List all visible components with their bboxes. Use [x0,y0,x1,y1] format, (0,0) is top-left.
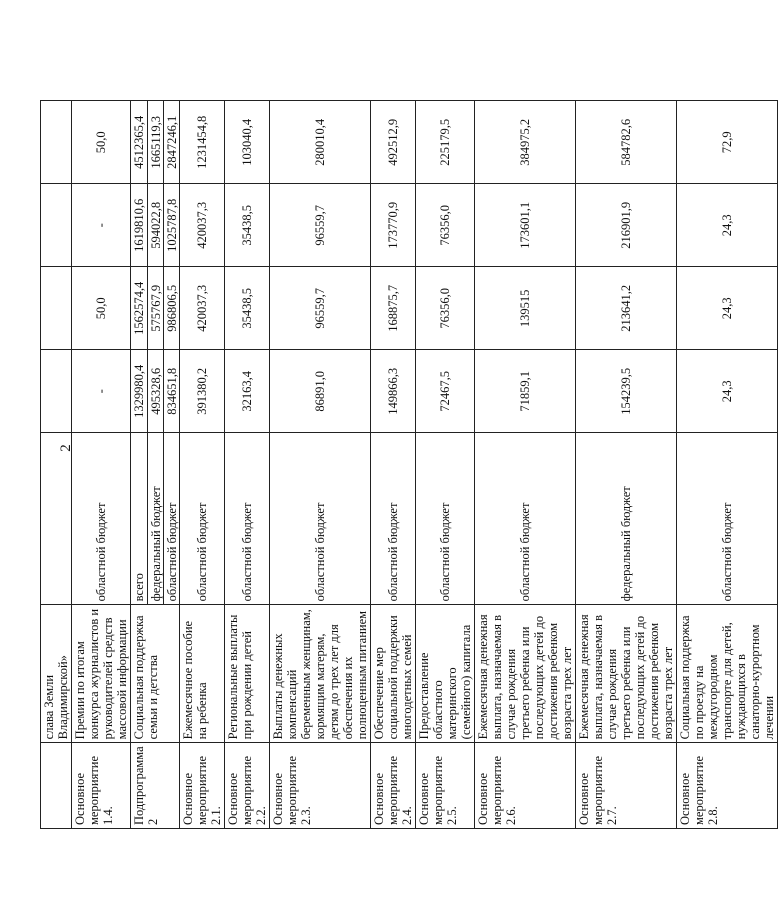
name-cell: Социальная поддержка по проезду на междугородном транспорте для детей, нуждающихся в санаторно-курортном лечении [677,605,778,743]
code-cell: Основное мероприятие 2.1. [180,743,225,829]
value-cell: - [72,184,131,267]
value-cell: 96559,7 [270,184,371,267]
value-cell [41,101,72,184]
value-cell: 173601,1 [475,184,576,267]
code-cell: Основное мероприятие 2.6. [475,743,576,829]
value-cell: 24,3 [677,267,778,350]
value-cell: 420037,3 [180,267,225,350]
table-row [131,101,148,829]
value-cell: 173770,9 [371,184,416,267]
value-cell: 2847246,1 [164,101,180,184]
code-cell: Подпрограмма 2 [131,743,180,829]
source-cell: областной бюджет [164,433,180,605]
value-cell: 96559,7 [270,267,371,350]
name-cell: Выплаты денежных компенсаций беременным женщинам, кормящим матерям, детям до трех лет для обеспечения их полноценным питанием [270,605,371,743]
value-cell: 1562574,4 [131,267,148,350]
value-cell: 24,3 [677,184,778,267]
value-cell: 575767,9 [148,267,164,350]
value-cell: 76356,0 [416,184,475,267]
table-row [180,101,225,829]
table-row [371,101,416,829]
value-cell: - [72,350,131,433]
code-cell: Основное мероприятие 2.4. [371,743,416,829]
table-row [677,101,778,829]
value-cell: 492512,9 [371,101,416,184]
code-cell: Основное мероприятие 2.2. [225,743,270,829]
value-cell: 225179,5 [416,101,475,184]
value-cell: 420037,3 [180,184,225,267]
value-cell: 139515 [475,267,576,350]
table-row-header-continuation [41,101,72,829]
name-cell: слава Земли Владимирской» [41,605,72,743]
value-cell: 1025787,8 [164,184,180,267]
source-cell: федеральный бюджет [576,433,677,605]
value-cell: 154239,5 [576,350,677,433]
value-cell: 35438,5 [225,184,270,267]
value-cell: 168875,7 [371,267,416,350]
name-cell: Ежемесячное пособие на ребенка [180,605,225,743]
value-cell: 4512365,4 [131,101,148,184]
value-cell [41,267,72,350]
table-row [72,101,131,829]
name-cell: Социальная поддержка семьи и детства [131,605,180,743]
value-cell: 71859,1 [475,350,576,433]
value-cell: 834651,8 [164,350,180,433]
value-cell: 280010,4 [270,101,371,184]
name-cell: Предоставление областного материнского (семейного) капитала [416,605,475,743]
page-number: 2 [58,444,74,452]
name-cell: Ежемесячная денежная выплата, назначаемая в случае рождения третьего ребенка или последующих детей до достижения ребенком возраста трех лет [475,605,576,743]
code-cell: Основное мероприятие 2.8. [677,743,778,829]
value-cell: 391380,2 [180,350,225,433]
value-cell [41,184,72,267]
value-cell: 50,0 [72,101,131,184]
table-row [475,101,576,829]
value-cell: 149866,3 [371,350,416,433]
value-cell: 72467,5 [416,350,475,433]
value-cell: 50,0 [72,267,131,350]
table-row [270,101,371,829]
name-cell: Премии по итогам конкурса журналистов и руководителей средств массовой информации [72,605,131,743]
code-cell: Основное мероприятие 2.7. [576,743,677,829]
value-cell: 495328,6 [148,350,164,433]
value-cell: 32163,4 [225,350,270,433]
source-cell: областной бюджет [475,433,576,605]
value-cell: 72,9 [677,101,778,184]
source-cell: областной бюджет [180,433,225,605]
code-cell: Основное мероприятие 2.3. [270,743,371,829]
name-cell: Региональные выплаты при рождении детей [225,605,270,743]
name-cell: Ежемесячная денежная выплата, назначаемая в случае рождения третьего ребенка или последующих детей до достижения ребенком возраста трех лет [576,605,677,743]
value-cell: 213641,2 [576,267,677,350]
value-cell: 1329980,4 [131,350,148,433]
source-cell [41,433,72,605]
value-cell: 35438,5 [225,267,270,350]
source-cell: всего [131,433,148,605]
source-cell: областной бюджет [72,433,131,605]
source-cell: федеральный бюджет [148,433,164,605]
table-row [225,101,270,829]
value-cell: 103040,4 [225,101,270,184]
code-cell: Основное мероприятие 2.5. [416,743,475,829]
value-cell: 86891,0 [270,350,371,433]
table-row [576,101,677,829]
value-cell: 216901,9 [576,184,677,267]
source-cell: областной бюджет [270,433,371,605]
value-cell: 986806,5 [164,267,180,350]
value-cell: 1619810,6 [131,184,148,267]
table-row [416,101,475,829]
source-cell: областной бюджет [371,433,416,605]
source-cell: областной бюджет [416,433,475,605]
value-cell: 584782,6 [576,101,677,184]
source-cell: областной бюджет [677,433,778,605]
value-cell: 384975,2 [475,101,576,184]
code-cell [41,743,72,829]
value-cell: 76356,0 [416,267,475,350]
value-cell: 24,3 [677,350,778,433]
source-cell: областной бюджет [225,433,270,605]
name-cell: Обеспечение мер социальной поддержки многодетных семей [371,605,416,743]
value-cell: 1231454,8 [180,101,225,184]
value-cell [41,350,72,433]
value-cell: 1665119,3 [148,101,164,184]
value-cell: 594022,8 [148,184,164,267]
code-cell: Основное мероприятие 1.4. [72,743,131,829]
budget-table [40,100,778,829]
